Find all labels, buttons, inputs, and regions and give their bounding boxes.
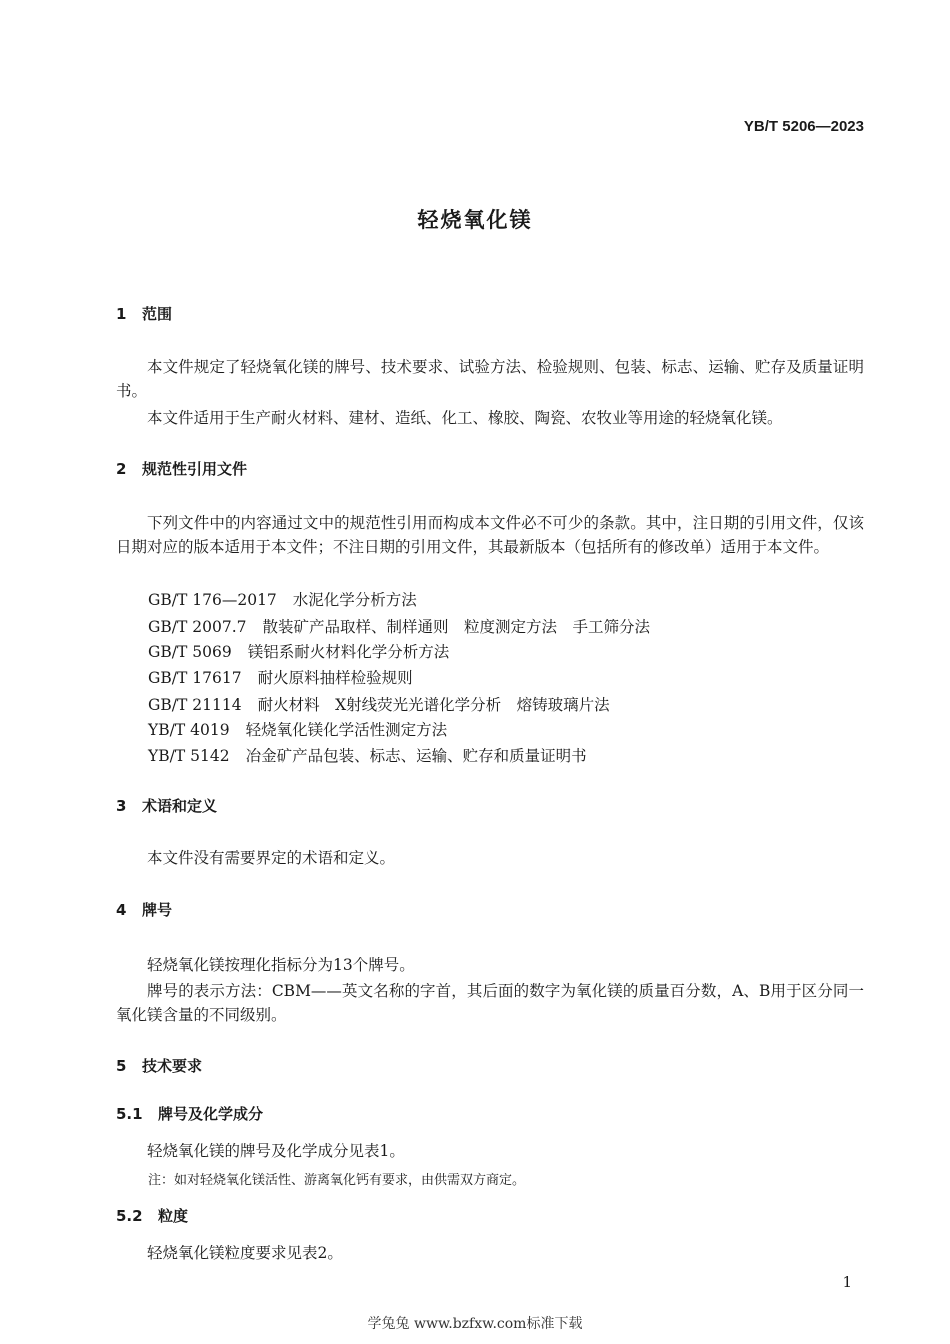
reference-code: GB/T 5069: [148, 643, 232, 661]
page-number: 1: [842, 1273, 852, 1291]
section-number: 5: [116, 1057, 127, 1075]
section-4-heading: [116, 899, 172, 920]
reference-title: 耐火原料抽样检验规则: [257, 669, 413, 687]
section-1-paragraph-2: 本文件适用于生产耐火材料、建材、造纸、化工、橡胶、陶瓷、农牧业等用途的轻烧氧化镁。: [147, 409, 783, 427]
reference-item: [148, 615, 650, 637]
standard-code: YB/T 5206—2023: [743, 118, 864, 135]
section-number: 5.1: [116, 1105, 143, 1123]
reference-item: [148, 640, 449, 662]
section-title: 技术要求: [142, 1057, 203, 1075]
reference-item: [148, 666, 413, 688]
reference-title: 散装矿产品取样、制样通则 粒度测定方法 手工筛分法: [262, 618, 651, 636]
section-1-heading: [116, 303, 172, 324]
reference-item: [148, 744, 587, 766]
section-title: 牌号: [142, 901, 173, 919]
reference-item: [148, 693, 610, 715]
section-number: 4: [116, 901, 127, 919]
document-title: 轻烧氧化镁: [417, 208, 533, 232]
section-number: 5.2: [116, 1207, 143, 1225]
reference-item: [148, 718, 447, 740]
section-number: 3: [116, 797, 127, 815]
section-title: 粒度: [158, 1207, 189, 1225]
reference-code: GB/T 2007.7: [148, 618, 247, 636]
section-4-paragraph-2: 牌号的表示方法：CBM——英文名称的字首，其后面的数字为氧化镁的质量百分数，A、B用于区分同一氧化镁含量的不同级别。: [116, 982, 864, 1024]
section-5-1-heading: [116, 1103, 263, 1124]
section-2-paragraph: 下列文件中的内容通过文中的规范性引用而构成本文件必不可少的条款。其中，注日期的引用文件，仅该日期对应的版本适用于本文件；不注日期的引用文件，其最新版本（包括所有的修改单）适用于本文件。: [116, 514, 864, 556]
section-4-paragraph-1: 轻烧氧化镁按理化指标分为13个牌号。: [147, 956, 415, 974]
reference-code: YB/T 5142: [148, 747, 230, 765]
section-number: 1: [116, 305, 127, 323]
section-title: 规范性引用文件: [142, 460, 248, 478]
section-5-1-paragraph: 轻烧氧化镁的牌号及化学成分见表1。: [147, 1142, 405, 1160]
section-title: 牌号及化学成分: [158, 1105, 264, 1123]
reference-code: GB/T 176—2017: [148, 591, 277, 609]
reference-code: GB/T 21114: [148, 696, 242, 714]
section-5-2-heading: [116, 1205, 188, 1226]
reference-title: 耐火材料 X射线荧光光谱化学分析 熔铸玻璃片法: [257, 696, 610, 714]
section-3-paragraph: 本文件没有需要界定的术语和定义。: [147, 849, 396, 867]
section-2-heading: [116, 458, 247, 479]
reference-title: 冶金矿产品包装、标志、运输、贮存和质量证明书: [245, 747, 587, 765]
reference-title: 水泥化学分析方法: [292, 591, 417, 609]
section-5-2-paragraph: 轻烧氧化镁粒度要求见表2。: [147, 1244, 343, 1262]
reference-code: YB/T 4019: [148, 721, 230, 739]
section-5-heading: [116, 1055, 202, 1076]
reference-title: 镁铝系耐火材料化学分析方法: [247, 643, 450, 661]
section-1-paragraph-1: 本文件规定了轻烧氧化镁的牌号、技术要求、试验方法、检验规则、包装、标志、运输、贮存及质量证明书。: [116, 358, 864, 400]
note: 注：如对轻烧氧化镁活性、游离氧化钙有要求，由供需双方商定。: [148, 1173, 526, 1188]
section-title: 术语和定义: [142, 797, 218, 815]
section-3-heading: [116, 795, 217, 816]
section-title: 范围: [142, 305, 173, 323]
reference-title: 轻烧氧化镁化学活性测定方法: [245, 721, 448, 739]
reference-code: GB/T 17617: [148, 669, 242, 687]
reference-item: [148, 588, 417, 610]
section-number: 2: [116, 460, 127, 478]
watermark: 学兔兔 www.bzfxw.com标准下载: [367, 1316, 583, 1332]
